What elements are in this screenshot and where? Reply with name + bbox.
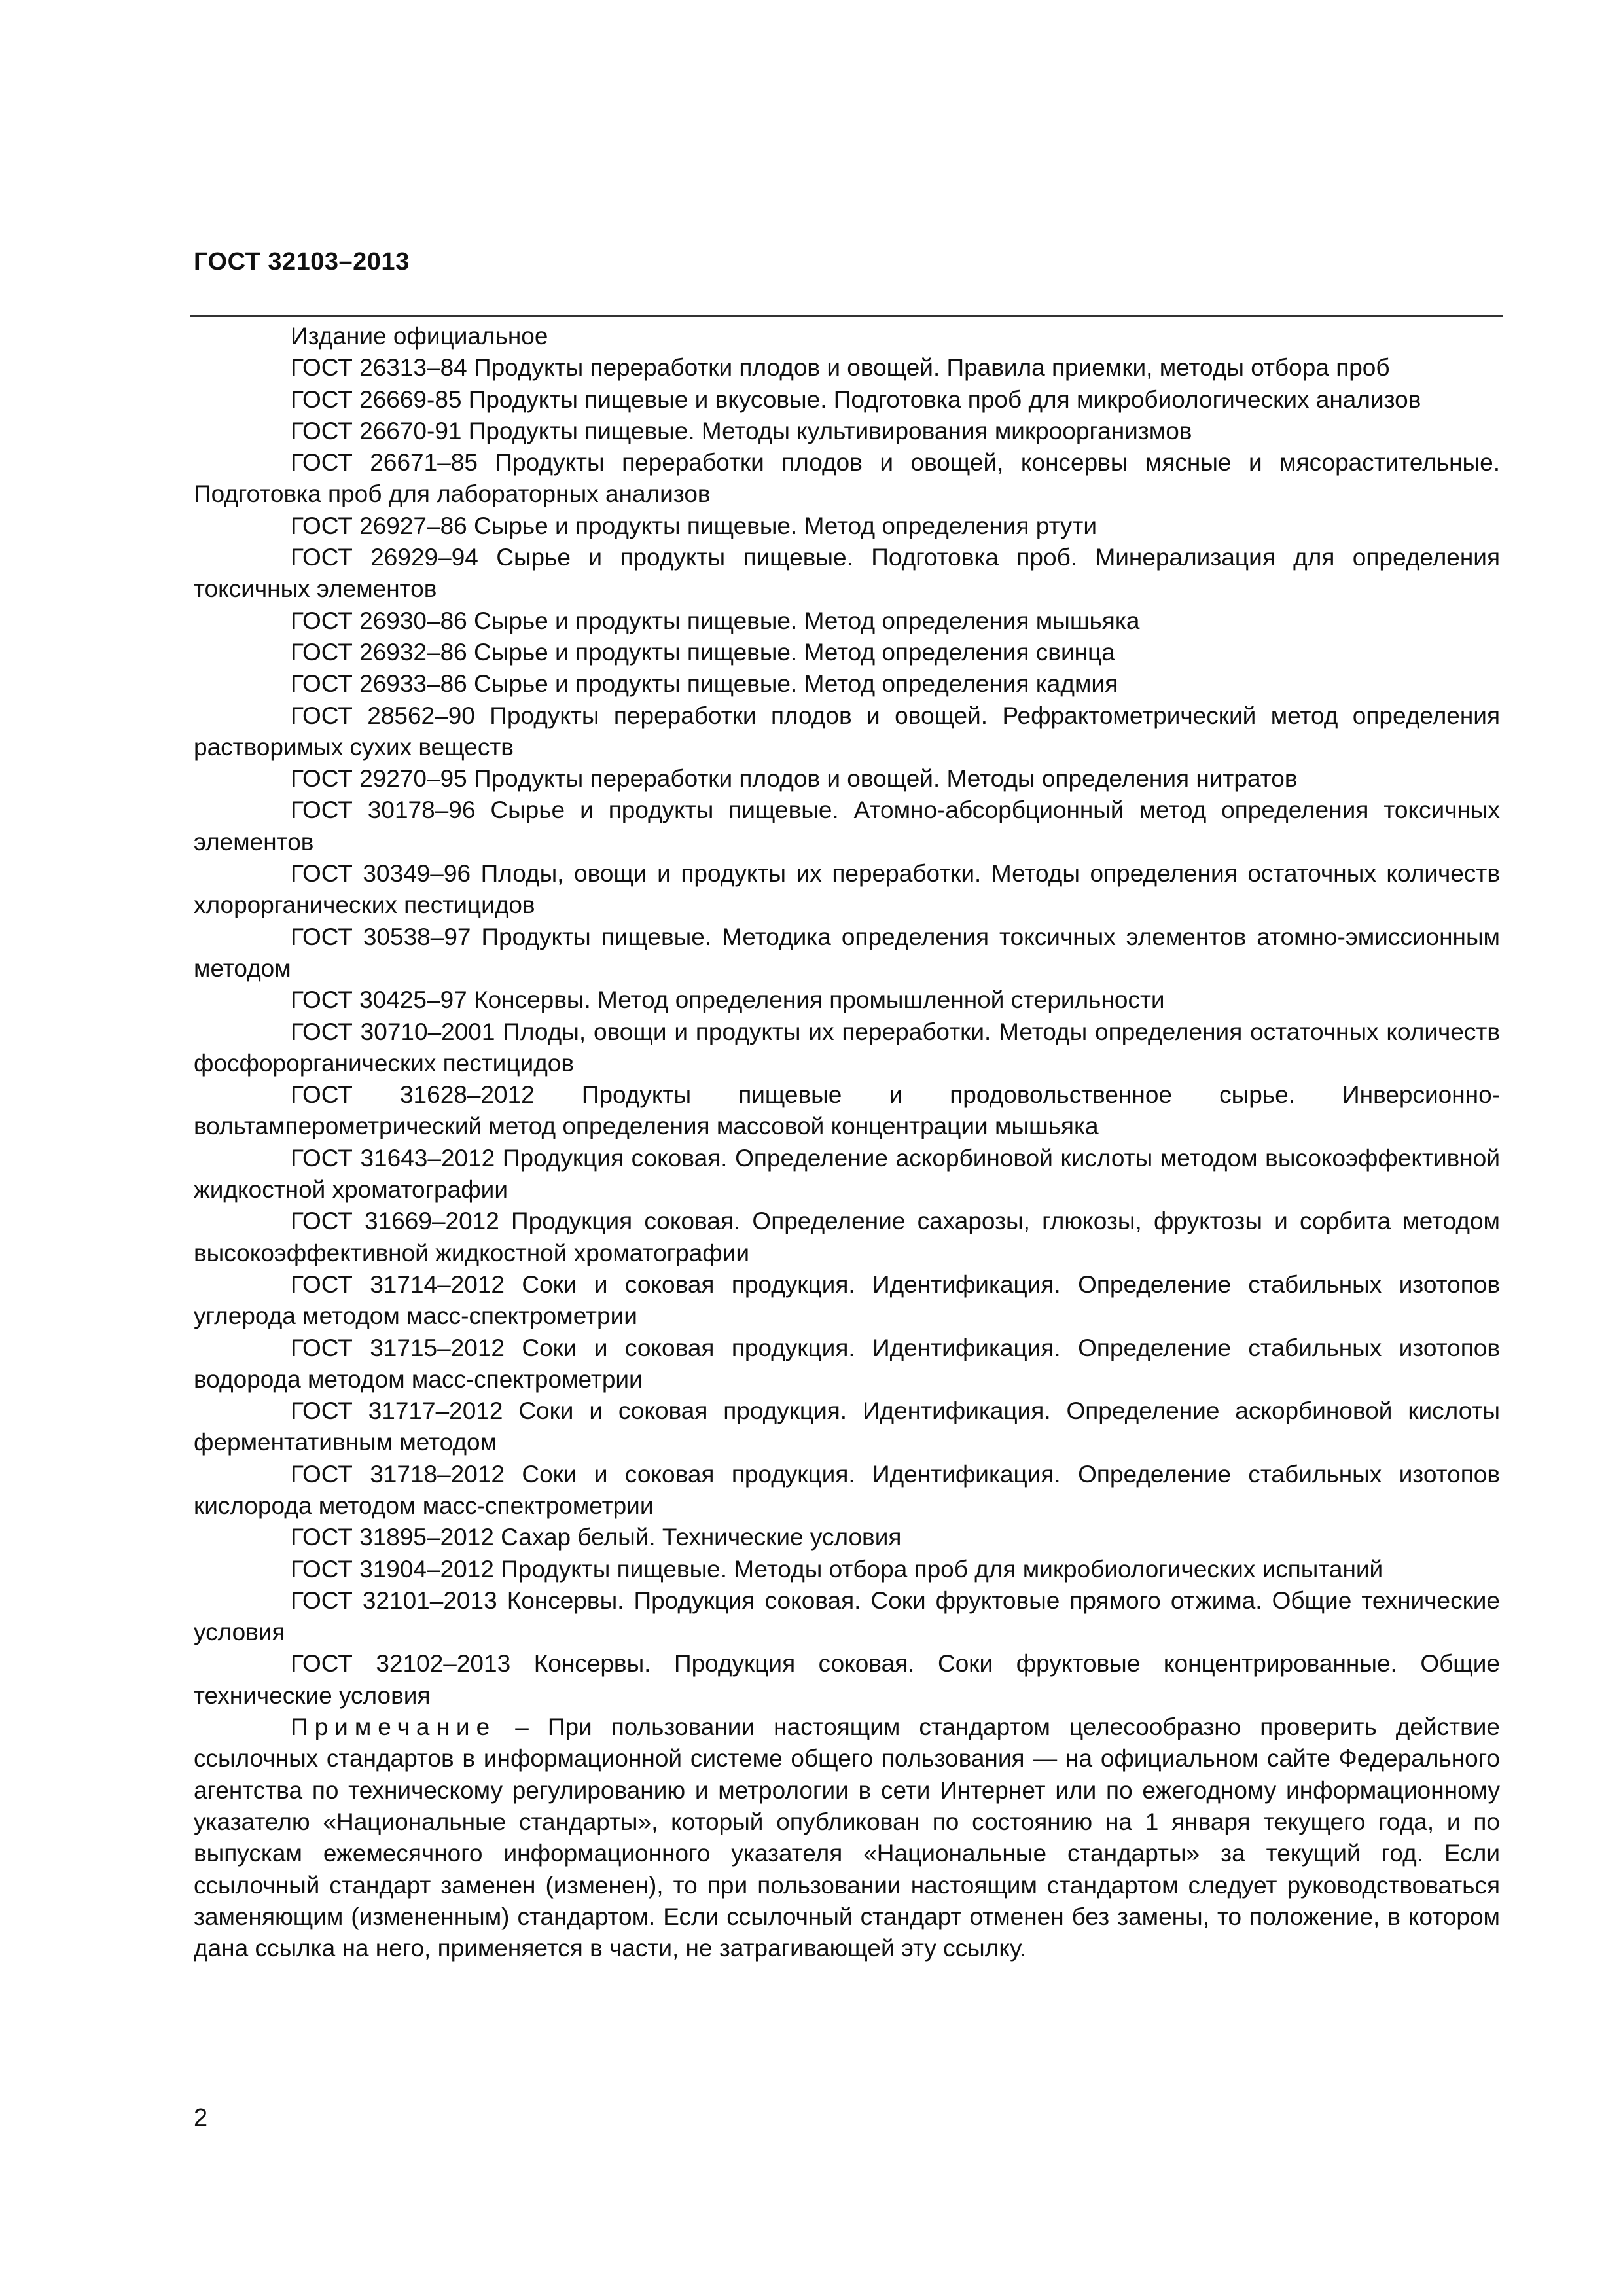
reference-item: ГОСТ 31895–2012 Сахар белый. Технические условия (291, 1524, 902, 1551)
reference-item: ГОСТ 26932–86 Сырье и продукты пищевые. Метод определения свинца (291, 638, 1115, 666)
header-divider (190, 315, 1503, 317)
reference-item: ГОСТ 30425–97 Консервы. Метод определения промышленной стерильности (291, 986, 1165, 1014)
reference-item: ГОСТ 32101–2013 Консервы. Продукция соковая. Соки фруктовые прямого отжима. Общие технические условия (194, 1587, 1500, 1646)
note-text: При пользовании настоящим стандартом целесообразно проверить действие ссылочных стандартов в информационной системе общего пользования — на официальном сайте Федерального агентства по техническому регулированию и метрологии в сети Интернет или по ежегодному информационному указателю «Национальные стандарты», который опубликован по состоянию на 1 января текущего года, и по выпускам ежемесячного информационного указателя «Национальные стандарты» за текущий год. Если ссылочный стандарт заменен (изменен), то при пользовании настоящим стандартом следует руководствоваться заменяющим (измененным) стандартом. Если ссылочный стандарт отменен без замены, то положение, в котором дана ссылка на него, применяется в части, не затрагивающей эту ссылку. (194, 1713, 1500, 1962)
reference-item: ГОСТ 30349–96 Плоды, овощи и продукты их переработки. Методы определения остаточных количеств хлорорганических пестицидов (194, 860, 1500, 919)
reference-item: ГОСТ 26671–85 Продукты переработки плодов и овощей, консервы мясные и мясорастительные. Подготовка проб для лабораторных анализов (194, 449, 1500, 508)
reference-item: ГОСТ 31669–2012 Продукция соковая. Определение сахарозы, глюкозы, фруктозы и сорбита методом высокоэффективной жидкостной хроматографии (194, 1208, 1500, 1266)
reference-item: ГОСТ 26929–94 Сырье и продукты пищевые. Подготовка проб. Минерализация для определения токсичных элементов (194, 544, 1500, 603)
reference-item: ГОСТ 26933–86 Сырье и продукты пищевые. Метод определения кадмия (291, 670, 1118, 698)
reference-item: ГОСТ 31718–2012 Соки и соковая продукция. Идентификация. Определение стабильных изотопов кислорода методом масс-спектрометрии (194, 1460, 1500, 1519)
reference-item: ГОСТ 28562–90 Продукты переработки плодов и овощей. Рефрактометрический метод определения растворимых сухих веществ (194, 702, 1500, 761)
reference-item: ГОСТ 26313–84 Продукты переработки плодов и овощей. Правила приемки, методы отбора проб (291, 354, 1390, 382)
reference-item: ГОСТ 30178–96 Сырье и продукты пищевые. Атомно-абсорбционный метод определения токсичных элементов (194, 797, 1500, 855)
reference-item: ГОСТ 31643–2012 Продукция соковая. Определение аскорбиновой кислоты методом высокоэффективной жидкостной хроматографии (194, 1144, 1500, 1204)
reference-item: Издание официальное (291, 323, 548, 350)
references-body (194, 321, 1500, 1964)
reference-item: ГОСТ 32102–2013 Консервы. Продукция соковая. Соки фруктовые концентрированные. Общие технические условия (194, 1650, 1500, 1709)
reference-item: ГОСТ 30710–2001 Плоды, овощи и продукты их переработки. Методы определения остаточных количеств фосфорорганических пестицидов (194, 1018, 1500, 1077)
reference-item: ГОСТ 26927–86 Сырье и продукты пищевые. Метод определения ртути (291, 512, 1097, 539)
reference-item: ГОСТ 31714–2012 Соки и соковая продукция. Идентификация. Определение стабильных изотопов углерода методом масс-спектрометрии (194, 1270, 1500, 1330)
reference-item: ГОСТ 31715–2012 Соки и соковая продукция. Идентификация. Определение стабильных изотопов водорода методом масс-спектрометрии (194, 1334, 1500, 1393)
reference-item: ГОСТ 30538–97 Продукты пищевые. Методика определения токсичных элементов атомно-эмиссионным методом (194, 923, 1500, 982)
reference-item: ГОСТ 29270–95 Продукты переработки плодов и овощей. Методы определения нитратов (291, 765, 1298, 793)
note-dash: – (496, 1713, 548, 1741)
page-number: 2 (194, 2104, 208, 2132)
reference-item: ГОСТ 26669-85 Продукты пищевые и вкусовые. Подготовка проб для микробиологических анализов (291, 386, 1421, 413)
reference-item: ГОСТ 31628–2012 Продукты пищевые и продовольственное сырье. Инверсионно-вольтамперометрический метод определения массовой концентрации мышьяка (194, 1081, 1500, 1140)
reference-item: ГОСТ 26670-91 Продукты пищевые. Методы культивирования микроорганизмов (291, 417, 1192, 444)
reference-item: ГОСТ 31904–2012 Продукты пищевые. Методы отбора проб для микробиологических испытаний (291, 1555, 1383, 1583)
document-code-header: ГОСТ 32103–2013 (194, 248, 410, 276)
reference-item: ГОСТ 26930–86 Сырье и продукты пищевые. Метод определения мышьяка (291, 607, 1140, 634)
note-label: Примечание (291, 1713, 497, 1741)
reference-item: ГОСТ 31717–2012 Соки и соковая продукция. Идентификация. Определение аскорбиновой кислоты ферментативным методом (194, 1397, 1500, 1456)
note-paragraph (194, 1712, 1500, 1964)
